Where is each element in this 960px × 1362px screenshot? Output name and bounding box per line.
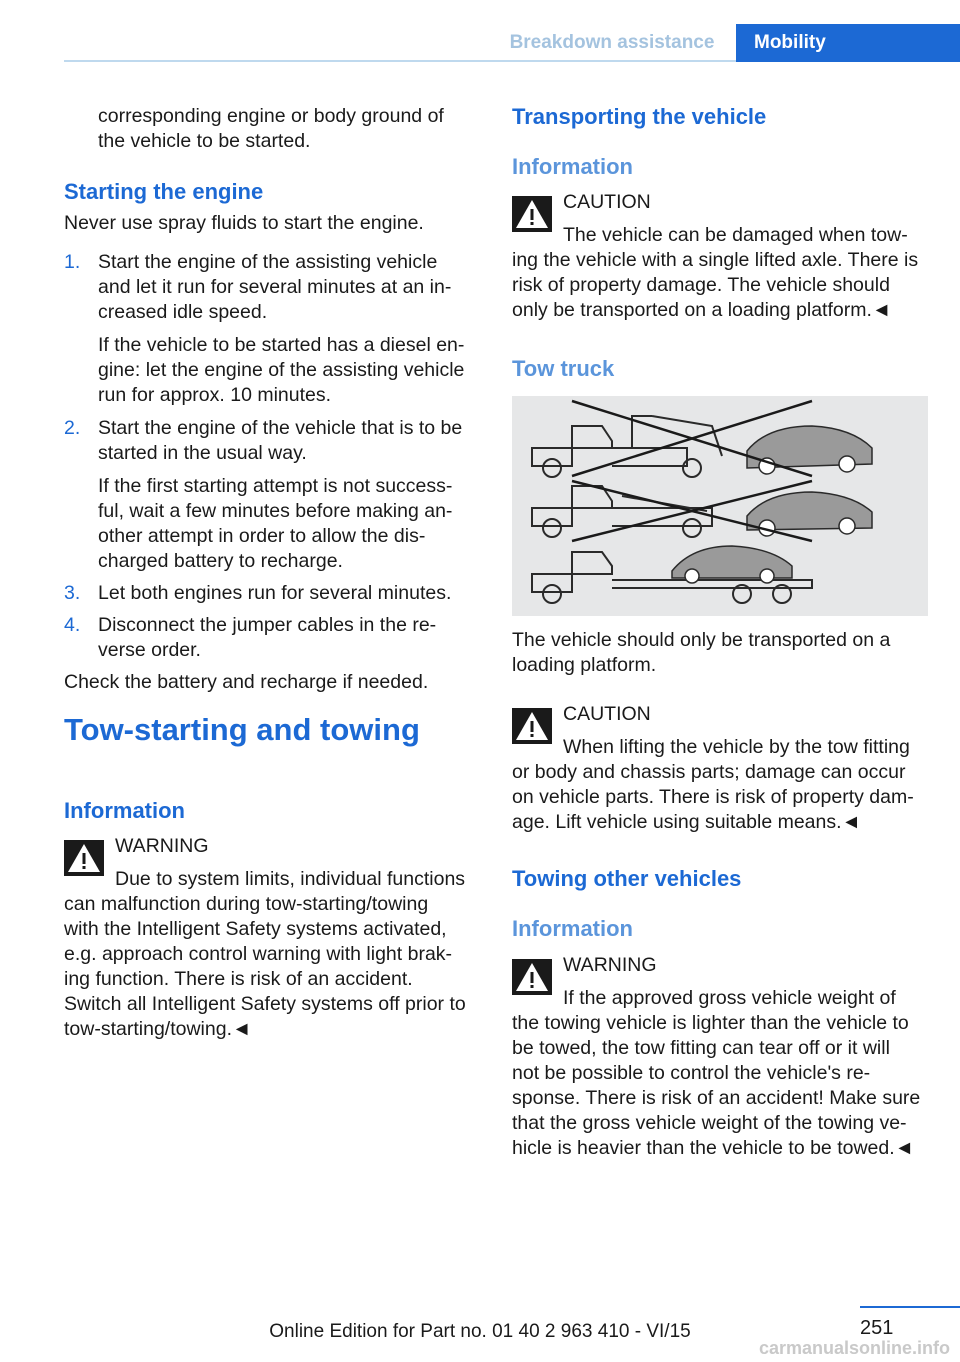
caption-line: loading platform.	[512, 654, 657, 676]
caution-text	[512, 223, 928, 323]
warning-line: Switch all Intelligent Safety systems off prior to	[64, 993, 466, 1015]
caution-title: CAUTION	[563, 191, 651, 213]
section-tab-breakdown-assistance[interactable]: Breakdown assistance	[509, 32, 715, 53]
caution-line: on vehicle parts. There is risk of property dam‐	[512, 786, 914, 808]
tow-starting-heading: Tow-starting and towing	[64, 712, 420, 747]
intro-text	[98, 104, 480, 154]
warning-line: sponse. There is risk of an accident! Make sure	[512, 1087, 921, 1109]
step-line: charged battery to recharge.	[98, 550, 343, 572]
caption-line: The vehicle should only be transported on a	[512, 629, 891, 651]
caution-line: age. Lift vehicle using suitable means.◄	[512, 811, 861, 833]
warning-line: not be possible to control the vehicle's re‐	[512, 1062, 871, 1084]
warning-text	[64, 867, 480, 1042]
intro-line: corresponding engine or body ground of	[98, 105, 444, 127]
warning-text	[512, 986, 928, 1161]
warning-block	[64, 834, 480, 1040]
warning-line: tow-starting/towing.◄	[64, 1018, 252, 1040]
step-number: 4.	[64, 614, 81, 636]
step-line: ful, wait a few minutes before making an‐	[98, 500, 453, 522]
caution-block	[512, 702, 928, 842]
tow-truck-diagram	[512, 396, 928, 616]
caution-line: only be transported on a loading platform.◄	[512, 299, 892, 321]
step-line: Disconnect the jumper cables in the re‐	[98, 614, 437, 636]
warning-title: WARNING	[563, 954, 657, 976]
warning-line: ing function. There is risk of an accident.	[64, 968, 413, 990]
step-line: verse order.	[98, 639, 201, 661]
starting-engine-heading: Starting the engine	[64, 179, 264, 204]
footer-rule	[860, 1306, 960, 1308]
warning-title: WARNING	[115, 835, 209, 857]
caution-line: or body and chassis parts; damage can occur	[512, 761, 906, 783]
battery-check-note: Check the battery and recharge if needed.	[64, 671, 429, 693]
step-line: Start the engine of the assisting vehicle	[98, 251, 438, 273]
warning-block	[512, 953, 928, 1163]
step-line: started in the usual way.	[98, 442, 307, 464]
transporting-heading: Transporting the vehicle	[512, 104, 767, 129]
caution-line: risk of property damage. The vehicle should	[512, 274, 890, 296]
step-line: creased idle speed.	[98, 301, 268, 323]
edition-text: Online Edition for Part no. 01 40 2 963 410 - VI/15	[269, 1321, 691, 1342]
warning-line: that the gross vehicle weight of the towing ve‐	[512, 1112, 907, 1134]
tow-truck-heading: Tow truck	[512, 356, 615, 381]
warning-line: hicle is heavier than the vehicle to be towed.◄	[512, 1137, 914, 1159]
intro-line: the vehicle to be started.	[98, 130, 311, 152]
step-line: If the vehicle to be started has a diesel en‐	[98, 334, 465, 356]
page-number: 251	[860, 1317, 894, 1339]
caution-line: ing the vehicle with a single lifted axle. There is	[512, 249, 919, 271]
caution-line: The vehicle can be damaged when tow‐	[563, 224, 908, 246]
information-heading: Information	[64, 798, 185, 823]
warning-line: Due to system limits, individual functions	[115, 868, 466, 890]
step-number: 2.	[64, 417, 81, 439]
figure-caption	[512, 628, 928, 678]
information-heading: Information	[512, 916, 633, 941]
step-line: run for approx. 10 minutes.	[98, 384, 332, 406]
warning-line: can malfunction during tow-starting/towing	[64, 893, 429, 915]
step-line: Start the engine of the vehicle that is to be	[98, 417, 463, 439]
step-number: 1.	[64, 251, 81, 273]
warning-line: If the approved gross vehicle weight of	[563, 987, 896, 1009]
step-line: If the first starting attempt is not success‐	[98, 475, 453, 497]
warning-line: be towed, the tow fitting can tear off or it will	[512, 1037, 890, 1059]
watermark: carmanualsonline.info	[758, 1338, 950, 1358]
step-number: 3.	[64, 582, 81, 604]
towing-other-vehicles-heading: Towing other vehicles	[512, 866, 742, 891]
caution-line: When lifting the vehicle by the tow fitting	[563, 736, 910, 758]
warning-line: the towing vehicle is lighter than the vehicle to	[512, 1012, 909, 1034]
caution-text	[512, 735, 928, 835]
step-line: other attempt in order to allow the dis‐	[98, 525, 426, 547]
section-tab-mobility[interactable]: Mobility	[736, 24, 960, 62]
caution-block	[512, 190, 928, 330]
step-line: Let both engines run for several minutes.	[98, 582, 452, 604]
spray-fluid-note: Never use spray fluids to start the engine.	[64, 212, 424, 234]
step-line: and let it run for several minutes at an in‐	[98, 276, 452, 298]
information-heading: Information	[512, 154, 633, 179]
caution-title: CAUTION	[563, 703, 651, 725]
warning-line: with the Intelligent Safety systems activated,	[64, 918, 447, 940]
tow-truck-illustration	[512, 396, 928, 616]
step-line: gine: let the engine of the assisting vehicle	[98, 359, 465, 381]
warning-line: e.g. approach control warning with light brak‐	[64, 943, 453, 965]
